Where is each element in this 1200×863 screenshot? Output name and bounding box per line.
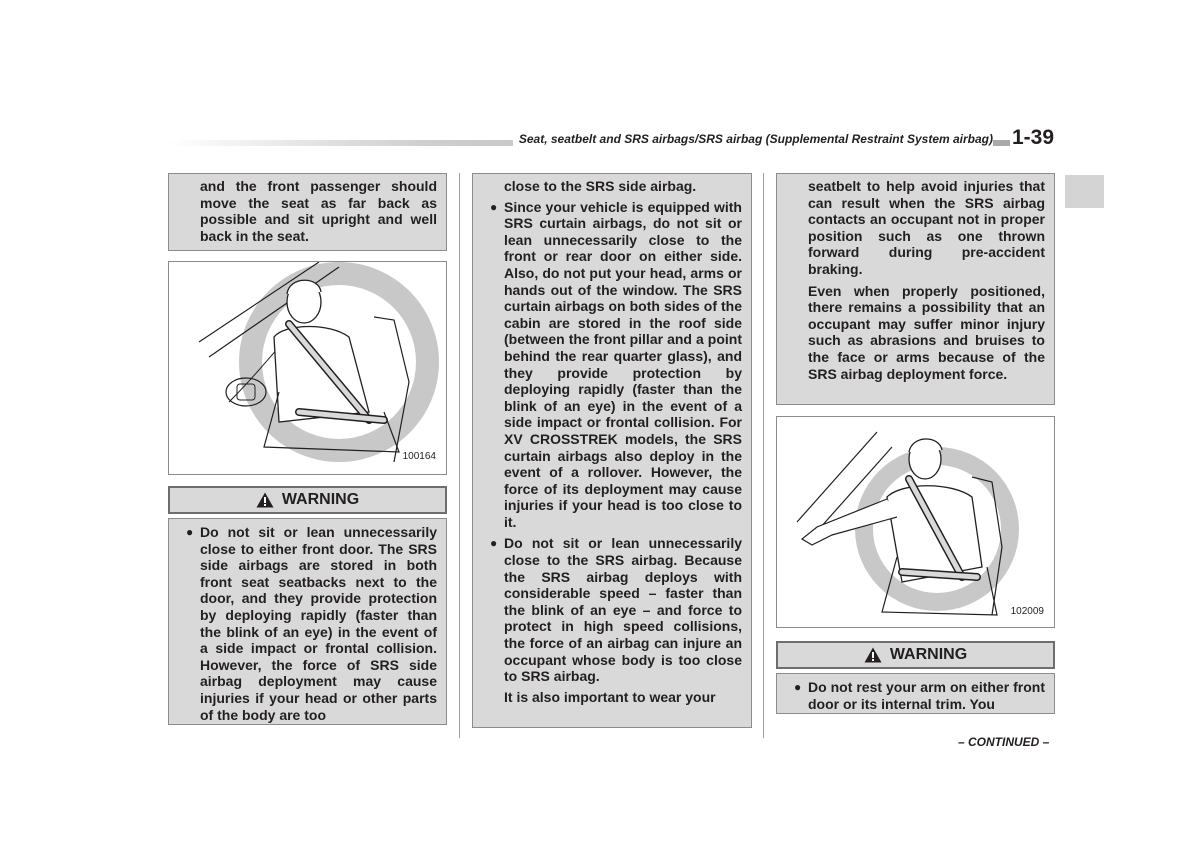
warning-triangle-icon — [864, 647, 882, 663]
figure-arm-position — [776, 416, 1055, 628]
warning-header — [168, 486, 447, 514]
bullet-dot-icon: ● — [794, 680, 802, 694]
bullet-dot-icon: ● — [490, 199, 498, 214]
warning-triangle-icon — [256, 492, 274, 508]
warning-text: Even when properly positioned, there remains a possibility that an occupant may suffer minor injury such as abrasions and bruises to the face or arms because of the SRS airbag deployment force. — [808, 282, 1045, 382]
warning-text: It is also important to wear your — [504, 688, 716, 705]
figure-seat-position — [168, 261, 447, 475]
figure-label: 100164 — [402, 451, 436, 462]
column-divider — [763, 173, 764, 738]
figure-label: 102009 — [1010, 606, 1044, 617]
passenger-illustration — [169, 262, 446, 474]
passenger-illustration — [777, 417, 1054, 627]
warning-box — [168, 518, 447, 725]
column-divider — [459, 173, 460, 738]
warning-text: seatbelt to help avoid injuries that can result when the SRS airbag contacts an occupant not in proper position such as one thrown forward during pre-accident braking. — [808, 178, 1045, 277]
warning-box-continued — [776, 173, 1055, 405]
chapter-tab — [1065, 175, 1104, 208]
continued-text: close to the SRS side airbag. — [504, 178, 697, 194]
warning-box-continued — [472, 173, 752, 728]
warning-bullet — [786, 679, 1045, 712]
warning-text: Since your vehicle is equipped with SRS curtain airbags, do not sit or lean unnecessarily close to the front or rear door on either side. Also, do not put your head, arms or hands out of the window. The SRS curtain airbags on both sides of the cabin are stored in the roof side (between the front pillar and a point behind the rear quarter glass), and they provide protection by deploying rapidly (faster than the blink of an eye) in the event of a side impact or frontal collision. For XV CROSSTREK models, the SRS curtain airbags also deploy in the event of a rollover. However, the force of its deployment may cause injuries if your head is too close to it. — [504, 198, 742, 530]
bullet-dot-icon: ● — [186, 525, 194, 539]
bullet-dot-icon: ● — [490, 536, 498, 551]
warning-header — [776, 641, 1055, 669]
warning-title: WARNING — [281, 491, 360, 508]
continued-label: – CONTINUED – — [958, 735, 1050, 749]
warning-text: Do not sit or lean unnecessarily close to the SRS airbag. Because the SRS airbag deploys with considerable speed – faster than the blink of an eye – and force to protect in high speed collisions, the force of an airbag can injure an occupant whose body is too close to SRS airbag. — [504, 535, 742, 685]
page-number: 1-39 — [1012, 126, 1055, 149]
warning-box — [776, 673, 1055, 714]
section-title: Seat, seatbelt and SRS airbags/SRS airbag (Supplemental Restraint System airbag) — [300, 132, 993, 146]
warning-bullet — [482, 535, 742, 684]
warning-title: WARNING — [889, 646, 968, 663]
warning-bullet — [482, 199, 742, 531]
note-box — [168, 173, 447, 251]
note-text: and the front passenger should move the seat as far back as possible and sit upright and well back in the seat. — [200, 178, 437, 244]
warning-text: Do not sit or lean unnecessarily close to either front door. The SRS side airbags are stored in both front seat seatbacks next to the door, and they provide protection by deploying rapidly (faster than the blink of an eye) in the event of a side impact or frontal collision. However, the force of SRS side airbag deployment may cause injuries if your head or other parts of the body are too — [200, 524, 437, 723]
warning-text: Do not rest your arm on either front door or its internal trim. You — [808, 679, 1045, 712]
warning-bullet — [178, 524, 437, 723]
